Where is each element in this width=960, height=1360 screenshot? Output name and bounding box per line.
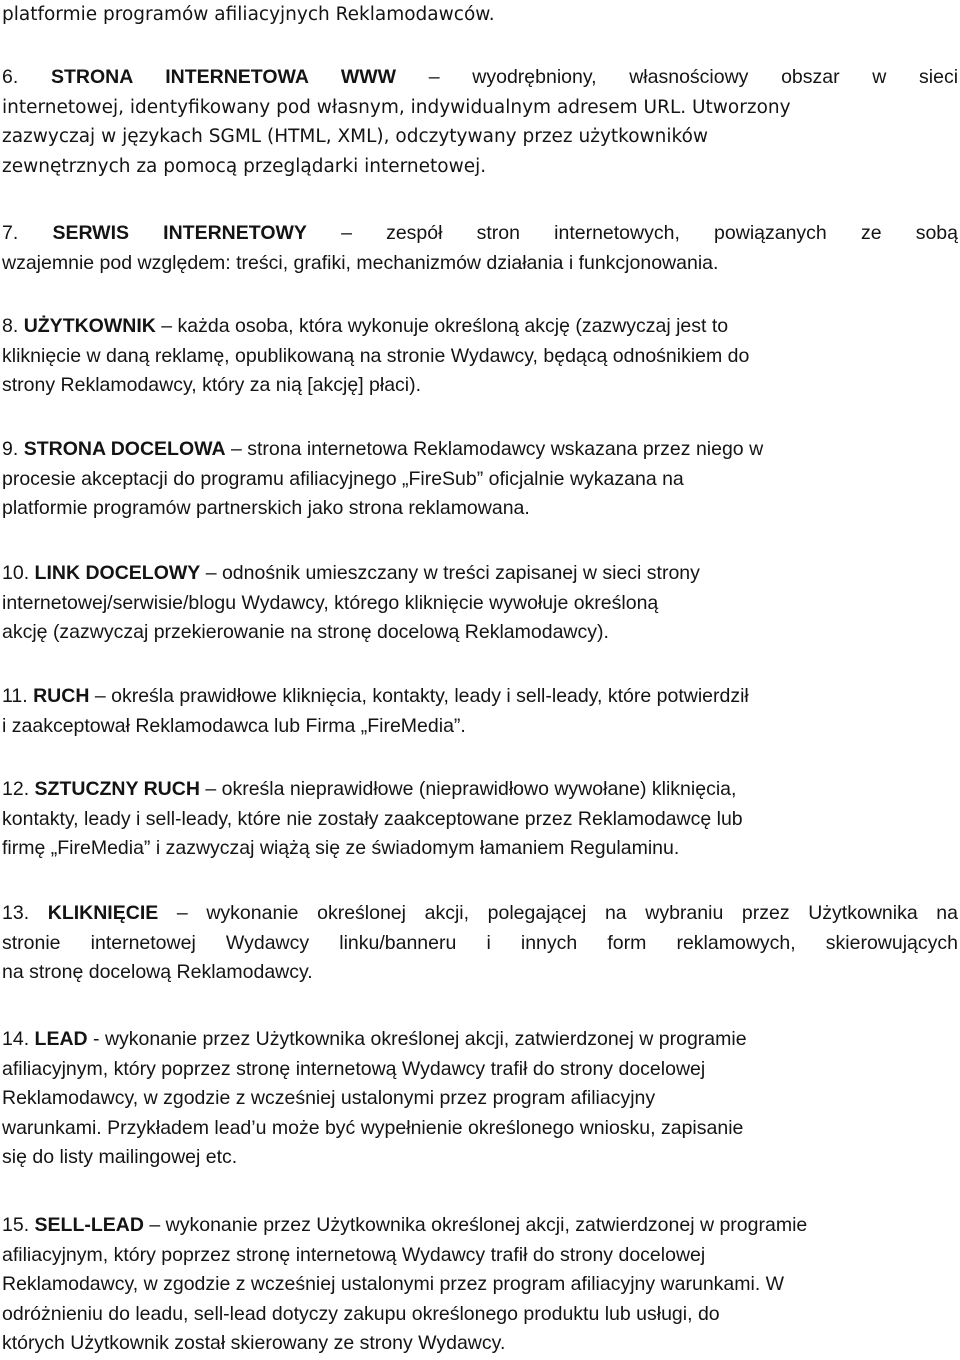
text-line: afiliacyjnym, który poprzez stronę internetową Wydawcy trafił do strony docelowej <box>2 1243 706 1266</box>
text-line: zazwyczaj w językach SGML (HTML, XML), odczytywany przez użytkowników <box>2 126 709 147</box>
item-number: 12. <box>2 778 30 800</box>
item-number: 8. <box>2 315 19 337</box>
definition-item-7 <box>2 219 958 278</box>
text-line: kliknięcie w daną reklamę, opublikowaną na stronie Wydawcy, będącą odnośnikiem do <box>2 344 750 367</box>
text-line: – wykonanie przez Użytkownika określonej akcji, zatwierdzonej w programie <box>149 1214 808 1236</box>
text-line: platformie programów afiliacyjnych Reklamodawców. <box>2 4 495 25</box>
text-line: – strona internetowa Reklamodawcy wskazana przez niego w <box>230 438 764 460</box>
item-term: KLIKNIĘCIE <box>47 902 159 924</box>
item-number: 14. <box>2 1028 30 1050</box>
item-number: 10. <box>2 562 30 584</box>
item-number: 15. <box>2 1214 30 1236</box>
text-line: firmę „FireMedia” i zazwyczaj wiążą się ze świadomym łamaniem Regulaminu. <box>2 837 680 859</box>
item-number: 9. <box>2 438 19 460</box>
text-line: akcję (zazwyczaj przekierowanie na stronę docelową Reklamodawcy). <box>2 621 609 643</box>
item-term: SERWIS INTERNETOWY <box>52 222 307 244</box>
text-line: się do listy mailingowej etc. <box>2 1146 238 1168</box>
item-number: 13. <box>2 902 30 924</box>
item-term: UŻYTKOWNIK <box>23 315 156 337</box>
text-line: internetowej, identyfikowany pod własnym, indywidualnym adresem URL. Utworzony <box>2 96 791 118</box>
definition-item-15 <box>2 1211 958 1359</box>
text-line: warunkami. Przykładem lead’u może być wypełnienie określonego wniosku, zapisanie <box>2 1116 744 1139</box>
definition-item-13 <box>2 899 958 988</box>
text-line: afiliacyjnym, który poprzez stronę internetową Wydawcy trafił do strony docelowej <box>2 1057 706 1080</box>
text-line: – określa prawidłowe kliknięcia, kontakty, leady i sell-leady, które potwierdził <box>94 685 749 707</box>
definition-item-11 <box>2 682 958 741</box>
text-line: których Użytkownik został skierowany ze strony Wydawcy. <box>2 1332 506 1354</box>
text-line: wzajemnie pod względem: treści, grafiki, mechanizmów działania i funkcjonowania. <box>2 251 719 274</box>
definition-item-9 <box>2 435 958 524</box>
definition-item-6 <box>2 63 958 181</box>
item-number: 7. <box>2 222 19 244</box>
text-line: - wykonanie przez Użytkownika określonej akcji, zatwierdzonej w programie <box>93 1028 747 1050</box>
text-line: platformie programów partnerskich jako strona reklamowana. <box>2 497 530 519</box>
item-number: 6. <box>2 66 19 88</box>
text-line: – określa nieprawidłowe (nieprawidłowo wywołane) kliknięcia, <box>205 778 737 800</box>
text-line: – wyodrębniony, własnościowy obszar w sieci <box>428 66 959 88</box>
text-line: odróżnieniu do leadu, sell-lead dotyczy zakupu określonego produktu lub usługi, do <box>2 1302 720 1325</box>
text-line: – odnośnik umieszczany w treści zapisanej w sieci strony <box>205 562 700 584</box>
text-line: internetowej/serwisie/blogu Wydawcy, którego kliknięcie wywołuje określoną <box>2 591 659 614</box>
text-line: kontakty, leady i sell-leady, które nie zostały zaakceptowane przez Reklamodawcę lub <box>2 807 743 830</box>
text-line: – zespół stron internetowych, powiązanych ze sobą <box>341 222 958 244</box>
item-term: LEAD <box>34 1028 88 1050</box>
definition-item-14 <box>2 1025 958 1173</box>
text-line: stronie internetowej Wydawcy linku/banneru i innych form reklamowych, skierowujących <box>2 931 958 954</box>
text-line: i zaakceptował Reklamodawca lub Firma „FireMedia”. <box>2 714 466 737</box>
text-line: Reklamodawcy, w zgodzie z wcześniej ustalonymi przez program afiliacyjny <box>2 1087 656 1109</box>
item-term: SZTUCZNY RUCH <box>34 778 200 800</box>
item-term: RUCH <box>33 685 90 707</box>
text-line: Reklamodawcy, w zgodzie z wcześniej ustalonymi przez program afiliacyjny warunkami. W <box>2 1273 785 1295</box>
text-line: – wykonanie określonej akcji, polegającej na wybraniu przez Użytkownika na <box>176 902 958 924</box>
text-line: na stronę docelową Reklamodawcy. <box>2 961 313 983</box>
item-number: 11. <box>2 685 28 707</box>
paragraph-continuation <box>2 0 958 30</box>
item-term: LINK DOCELOWY <box>34 562 201 584</box>
item-term: STRONA DOCELOWA <box>23 438 226 460</box>
text-line: zewnętrznych za pomocą przeglądarki internetowej. <box>2 155 487 177</box>
definition-item-12 <box>2 775 958 864</box>
definition-item-8 <box>2 312 958 401</box>
text-line: procesie akceptacji do programu afiliacyjnego „FireSub” oficjalnie wykazana na <box>2 467 684 490</box>
item-term: SELL-LEAD <box>34 1214 144 1236</box>
definition-item-10 <box>2 559 958 648</box>
text-line: – każda osoba, która wykonuje określoną akcję (zazwyczaj jest to <box>161 315 729 337</box>
item-term: STRONA INTERNETOWA WWW <box>50 66 397 88</box>
text-line: strony Reklamodawcy, który za nią [akcję] płaci). <box>2 374 422 396</box>
